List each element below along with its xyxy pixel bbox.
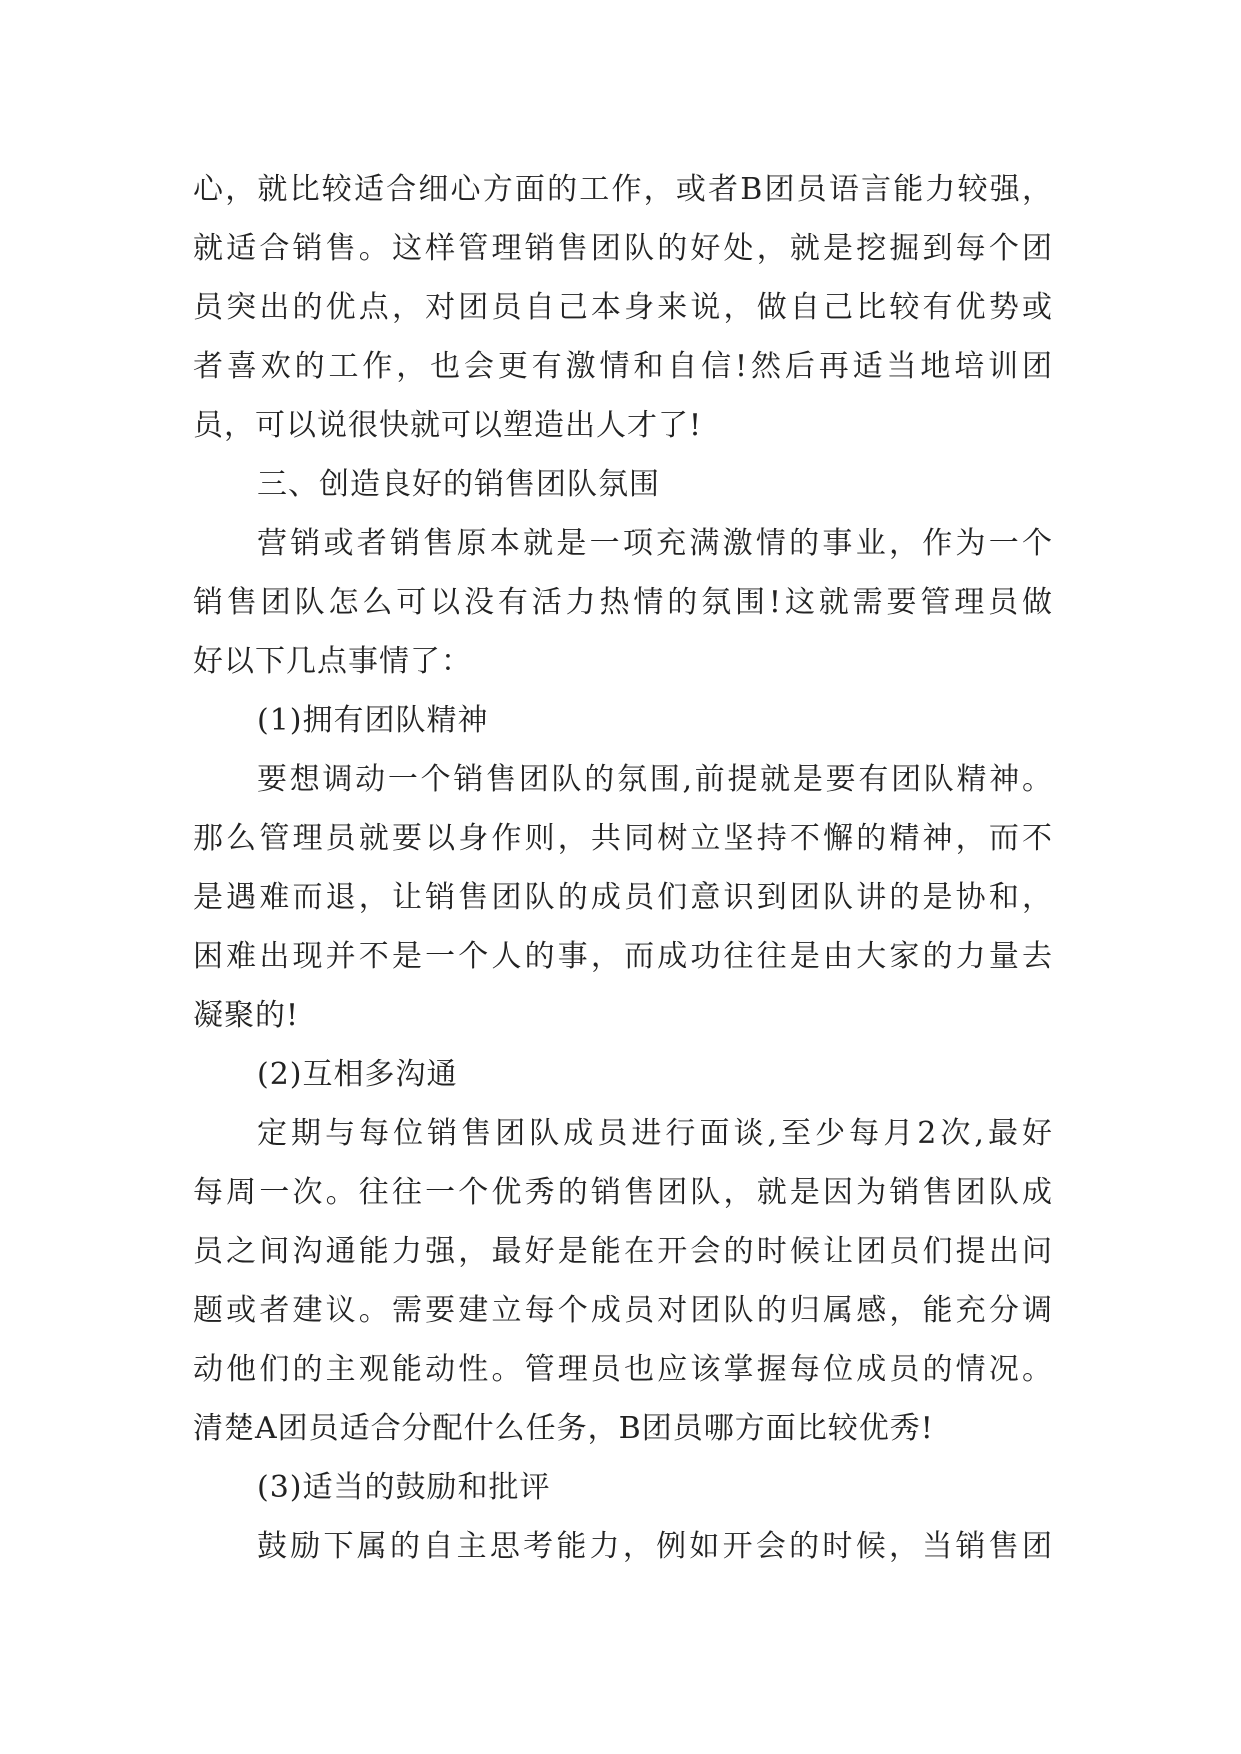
text-line: 员突出的优点，对团员自己本身来说，做自己比较有优势或 [193, 290, 1053, 325]
subsection-heading: (2)互相多沟通 [257, 1057, 458, 1092]
text-line: 心，就比较适合细心方面的工作，或者B团员语言能力较强， [193, 172, 1053, 207]
text-line: 营销或者销售原本就是一项充满激情的事业，作为一个 [257, 526, 1053, 561]
text-line: 员之间沟通能力强，最好是能在开会的时候让团员们提出问 [193, 1234, 1053, 1269]
text-line: 鼓励下属的自主思考能力，例如开会的时候，当销售团 [257, 1529, 1053, 1564]
text-line: 凝聚的! [193, 998, 300, 1033]
section-heading: 三、创造良好的销售团队氛围 [257, 467, 660, 502]
subsection-heading: (3)适当的鼓励和批评 [257, 1470, 551, 1505]
text-line: 每周一次。往往一个优秀的销售团队，就是因为销售团队成 [193, 1175, 1053, 1210]
text-line: 困难出现并不是一个人的事，而成功往往是由大家的力量去 [193, 939, 1053, 974]
text-line: 清楚A团员适合分配什么任务，B团员哪方面比较优秀! [193, 1411, 934, 1446]
text-line: 员，可以说很快就可以塑造出人才了! [193, 408, 703, 443]
text-line: 要想调动一个销售团队的氛围,前提就是要有团队精神。 [257, 762, 1053, 797]
text-line: 动他们的主观能动性。管理员也应该掌握每位成员的情况。 [193, 1352, 1053, 1387]
text-line: 就适合销售。这样管理销售团队的好处，就是挖掘到每个团 [193, 231, 1053, 266]
text-line: 题或者建议。需要建立每个成员对团队的归属感，能充分调 [193, 1293, 1053, 1328]
text-line: 销售团队怎么可以没有活力热情的氛围!这就需要管理员做 [193, 585, 1053, 620]
subsection-heading: (1)拥有团队精神 [257, 703, 489, 738]
text-line: 是遇难而退，让销售团队的成员们意识到团队讲的是协和， [193, 880, 1053, 915]
text-line: 者喜欢的工作，也会更有激情和自信!然后再适当地培训团 [193, 349, 1053, 384]
text-line: 定期与每位销售团队成员进行面谈,至少每月2次,最好 [257, 1116, 1053, 1151]
text-line: 好以下几点事情了： [193, 644, 472, 679]
document-body [193, 160, 1053, 1576]
text-line: 那么管理员就要以身作则，共同树立坚持不懈的精神，而不 [193, 821, 1053, 856]
